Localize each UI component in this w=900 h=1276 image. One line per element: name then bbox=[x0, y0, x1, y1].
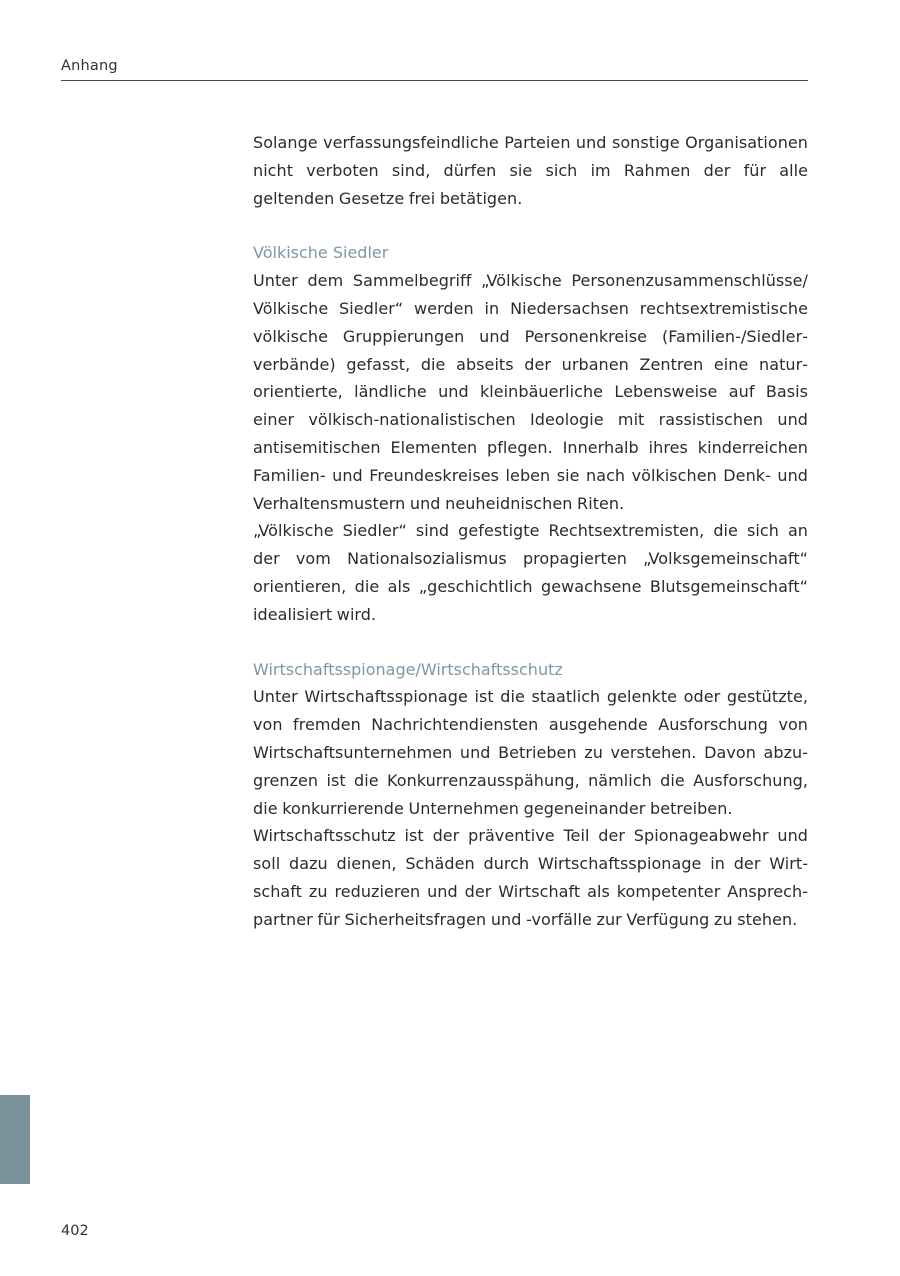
header-rule bbox=[61, 80, 808, 81]
section-paragraph: Unter Wirtschaftsspionage ist die staatlich gelenkte oder gestützte, von fremden Nachrichtendiensten ausgehende Ausforschung von Wirtschaftsunternehmen und Betrieben zu verstehen. Davon abzugrenzen ist die Konkurrenzausspähung, nämlich die Ausforschung, die konkurrierende Unternehmen gegeneinander betreiben. bbox=[253, 687, 808, 818]
page-number: 402 bbox=[61, 1223, 89, 1239]
intro-paragraph: Solange verfassungsfeindliche Parteien und sonstige Organisationen nicht verboten sind, dürfen sie sich im Rahmen der für alle geltenden Gesetze frei betätigen. bbox=[253, 133, 808, 208]
section-heading: Wirtschaftsspionage/Wirtschaftsschutz bbox=[253, 659, 563, 679]
section-paragraph: Wirtschaftsschutz ist der präventive Teil der Spionageabwehr und soll dazu dienen, Schäden durch Wirtschaftsspionage in der Wirtschaft zu reduzieren und der Wirtschaft als kompetenter Ansprechpartner für Sicherheitsfragen und -vorfälle zur Verfügung zu stehen. bbox=[253, 826, 808, 929]
chapter-side-tab bbox=[0, 1095, 30, 1184]
main-content bbox=[253, 129, 808, 934]
section-heading: Völkische Siedler bbox=[253, 243, 389, 263]
section-paragraph: Unter dem Sammelbegriff „Völkische Personenzusammenschlüsse/ Völkische Siedler“ werden in Niedersachsen rechtsextremistische völkische Gruppierungen und Personenkreise (Familien-/Siedlerverbände) gefasst, die abseits der urbanen Zentren eine naturorientierte, ländliche und kleinbäuerliche Lebensweise auf Basis einer völkisch-nationalistischen Ideologie mit rassistischen und antisemitischen Elementen pflegen. Innerhalb ihres kinderreichen Familien- und Freundeskreises leben sie nach völkischen Denk- und Verhaltensmustern und neuheidnischen Riten. bbox=[253, 271, 808, 513]
section-paragraph: „Völkische Siedler“ sind gefestigte Rechtsextremisten, die sich an der vom Nationalsozialismus propagierten „Volksgemeinschaft“ orientieren, die als „geschichtlich gewachsene Blutsgemeinschaft“ idealisiert wird. bbox=[253, 521, 808, 624]
running-header: Anhang bbox=[61, 58, 118, 74]
section-voelkische-siedler bbox=[253, 239, 808, 628]
section-wirtschaftsspionage bbox=[253, 656, 808, 934]
